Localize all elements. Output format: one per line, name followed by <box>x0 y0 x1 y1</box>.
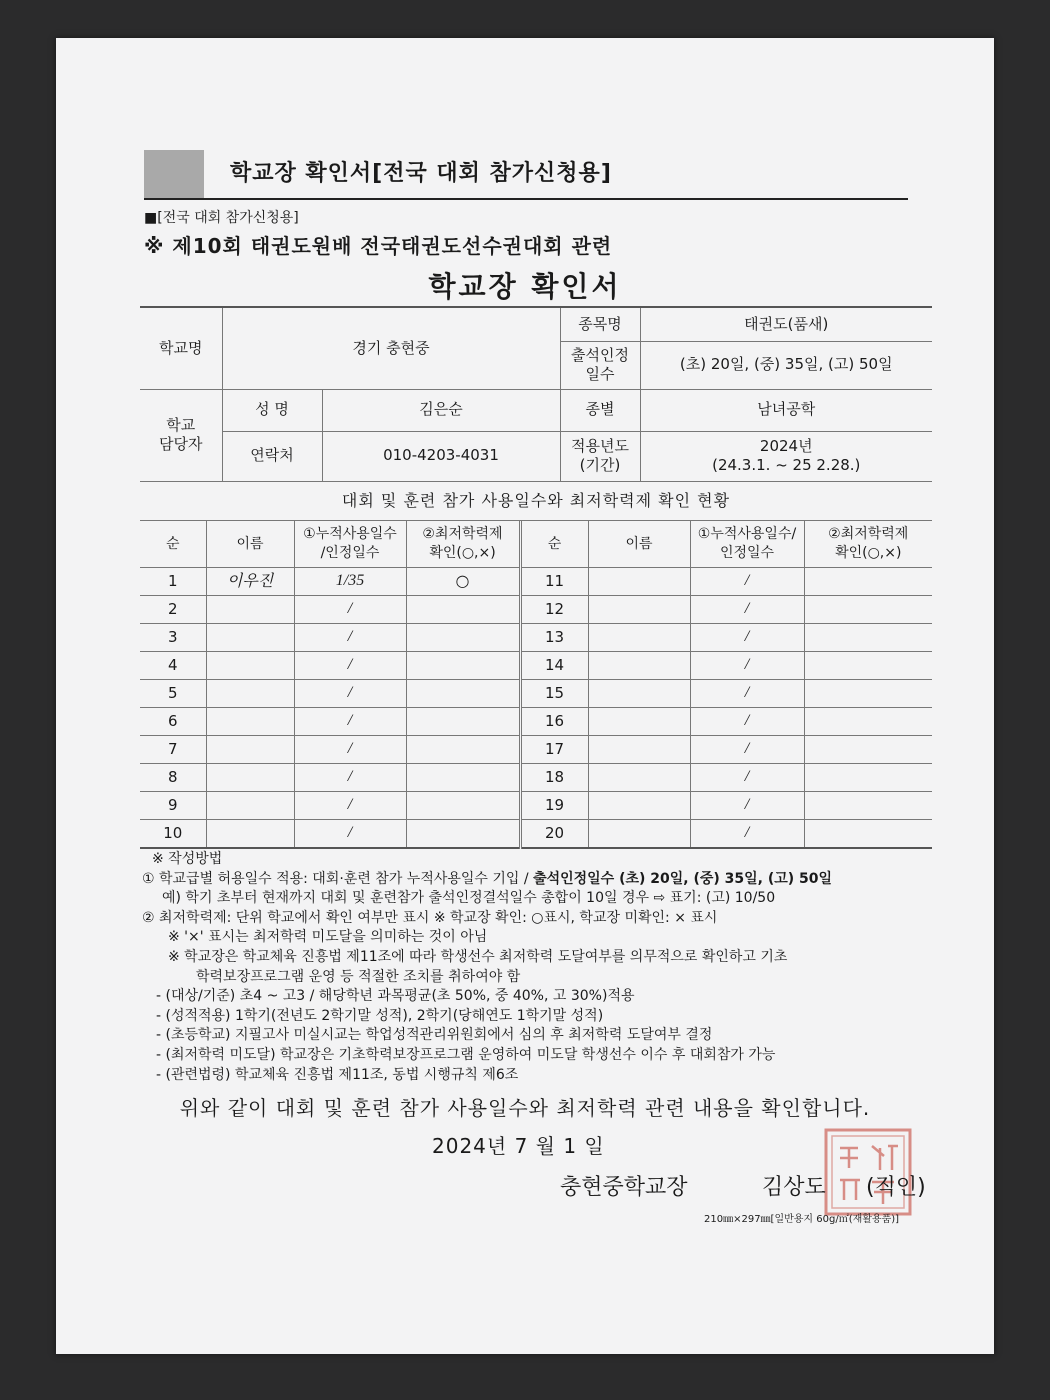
name-label: 성 명 <box>222 389 322 431</box>
row-name <box>206 624 294 652</box>
gender-label: 종별 <box>560 389 640 431</box>
table-row <box>140 792 932 820</box>
row-check <box>406 708 520 736</box>
header-rule <box>144 198 908 200</box>
roster-table <box>140 520 932 849</box>
row-name <box>588 652 690 680</box>
row-days: / <box>690 792 804 820</box>
table-row <box>140 708 932 736</box>
document-title: 학교장 확인서 <box>428 270 622 303</box>
detail-3: - (초등학교) 지필고사 미실시교는 학업성적관리위원회에서 심의 후 최저학력 도달여부 결정 <box>156 1027 713 1044</box>
note-1 <box>142 870 942 890</box>
header-no-right: 순 <box>520 521 588 568</box>
row-no: 15 <box>520 680 588 708</box>
row-no: 13 <box>520 624 588 652</box>
row-no: 9 <box>140 792 206 820</box>
row-name <box>206 736 294 764</box>
row-check <box>406 736 520 764</box>
issue-date: 2024년 7 월 1 일 <box>432 1134 605 1158</box>
row-days: / <box>690 680 804 708</box>
row-check <box>804 568 932 596</box>
sport-value: 태권도(품새) <box>640 307 932 341</box>
row-name <box>588 568 690 596</box>
header-check: ②최저학력제 확인(○,×) <box>406 521 520 568</box>
table-row <box>140 596 932 624</box>
row-check <box>804 624 932 652</box>
table-row <box>140 652 932 680</box>
row-check <box>804 792 932 820</box>
header-name: 이름 <box>206 521 294 568</box>
row-name <box>206 652 294 680</box>
row-days: / <box>690 820 804 849</box>
row-name: 이우진 <box>206 568 294 596</box>
school-principal-title: 충현중학교장 <box>560 1175 688 1200</box>
table-row <box>140 568 932 596</box>
gender-value: 남녀공학 <box>640 389 932 431</box>
row-days: / <box>690 624 804 652</box>
row-check <box>406 624 520 652</box>
note-2b-cont: 학력보장프로그램 운영 등 적절한 조치를 취하여야 함 <box>196 968 521 985</box>
row-no: 2 <box>140 596 206 624</box>
row-days: / <box>690 708 804 736</box>
contact-value: 010-4203-4031 <box>322 431 560 481</box>
document-page <box>56 38 994 1354</box>
attendance-value: (초) 20일, (중) 35일, (고) 50일 <box>640 341 932 389</box>
row-days: / <box>294 708 406 736</box>
detail-4: - (최저학력 미도달) 학교장은 기초학력보장프로그램 운영하여 미도달 학생선수 이수 후 대회참가 가능 <box>156 1046 776 1063</box>
header-gray-box <box>144 150 204 198</box>
row-days: / <box>294 792 406 820</box>
row-name <box>206 764 294 792</box>
header-check-right: ②최저학력제 확인(○,×) <box>804 521 932 568</box>
detail-2: - (성적적용) 1학기(전년도 2학기말 성적), 2학기(당해연도 1학기말 성적) <box>156 1007 604 1024</box>
row-check <box>804 820 932 849</box>
row-no: 18 <box>520 764 588 792</box>
row-no: 8 <box>140 764 206 792</box>
form-subtag: ■[전국 대회 참가신청용] <box>144 210 299 226</box>
table-row <box>140 820 932 849</box>
school-label: 학교명 <box>140 307 222 389</box>
note-2b: ※ 학교장은 학교체육 진흥법 제11조에 따라 학생선수 최저학력 도달여부를 의무적으로 확인하고 기초 <box>168 948 788 965</box>
row-days: / <box>294 596 406 624</box>
row-no: 16 <box>520 708 588 736</box>
notes-heading: ※ 작성방법 <box>152 851 223 867</box>
detail-5: - (관련법령) 학교체육 진흥법 제11조, 동법 시행규칙 제6조 <box>156 1066 519 1083</box>
row-days: / <box>294 736 406 764</box>
row-no: 19 <box>520 792 588 820</box>
header-days-right: ①누적사용일수/ 인정일수 <box>690 521 804 568</box>
header-name-right: 이름 <box>588 521 690 568</box>
row-name <box>588 792 690 820</box>
row-check <box>804 708 932 736</box>
contact-label: 연락처 <box>222 431 322 481</box>
row-days: / <box>690 764 804 792</box>
row-name <box>588 820 690 849</box>
row-check <box>406 680 520 708</box>
row-check <box>804 680 932 708</box>
row-days: / <box>690 652 804 680</box>
row-name <box>588 764 690 792</box>
row-name <box>588 708 690 736</box>
row-check <box>406 764 520 792</box>
row-days: / <box>690 568 804 596</box>
table-row <box>140 764 932 792</box>
row-days: / <box>294 764 406 792</box>
row-no: 4 <box>140 652 206 680</box>
row-name <box>588 596 690 624</box>
row-name <box>206 708 294 736</box>
row-no: 11 <box>520 568 588 596</box>
roster-header-row <box>140 521 932 568</box>
row-no: 6 <box>140 708 206 736</box>
row-no: 7 <box>140 736 206 764</box>
row-check <box>406 596 520 624</box>
year-value: 2024년 (24.3.1. ~ 25 2.28.) <box>640 431 932 481</box>
row-name <box>588 624 690 652</box>
row-days: / <box>690 596 804 624</box>
row-check: ○ <box>406 568 520 596</box>
row-days: 1/35 <box>294 568 406 596</box>
note-2a: ※ '×' 표시는 최저학력 미도달을 의미하는 것이 아님 <box>168 929 488 946</box>
row-no: 3 <box>140 624 206 652</box>
name-value: 김은순 <box>322 389 560 431</box>
instructions <box>142 850 942 1085</box>
row-name <box>206 792 294 820</box>
table-row <box>140 624 932 652</box>
row-days: / <box>294 820 406 849</box>
roster-caption: 대회 및 훈련 참가 사용일수와 최저학력제 확인 현황 <box>140 482 932 521</box>
form-header-title: 학교장 확인서[전국 대회 참가신청용] <box>230 161 612 186</box>
sport-label: 종목명 <box>560 307 640 341</box>
note-1-bold: 출석인정일수 (초) 20일, (중) 35일, (고) 50일 <box>533 870 833 887</box>
attendance-label: 출석인정 일수 <box>560 341 640 389</box>
row-check <box>804 652 932 680</box>
row-no: 17 <box>520 736 588 764</box>
row-check <box>406 820 520 849</box>
paper-spec: 210㎜×297㎜[일반용지 60g/㎡(재활용품)] <box>704 1214 900 1225</box>
event-title: ※ 제10회 태권도원배 전국태권도선수권대회 관련 <box>144 234 613 258</box>
row-no: 10 <box>140 820 206 849</box>
row-name <box>206 680 294 708</box>
row-no: 14 <box>520 652 588 680</box>
row-no: 1 <box>140 568 206 596</box>
year-label: 적용년도 (기간) <box>560 431 640 481</box>
row-no: 12 <box>520 596 588 624</box>
row-name <box>206 596 294 624</box>
row-no: 20 <box>520 820 588 849</box>
detail-1: - (대상/기준) 초4 ~ 고3 / 해당학년 과목평균(초 50%, 중 40%, 고 30%)적용 <box>156 988 635 1005</box>
row-check <box>804 764 932 792</box>
confirmation-statement: 위와 같이 대회 및 훈련 참가 사용일수와 최저학력 관련 내용을 확인합니다. <box>179 1096 871 1120</box>
note-1-text: ① 학교급별 허용일수 적용: 대회·훈련 참가 누적사용일수 기입 / <box>142 870 534 887</box>
info-table <box>140 306 932 482</box>
row-check <box>804 596 932 624</box>
seal-label: (직인) <box>866 1175 926 1200</box>
row-days: / <box>294 624 406 652</box>
manager-label: 학교 담당자 <box>140 389 222 481</box>
table-row <box>140 736 932 764</box>
note-1-example: 예) 학기 초부터 현재까지 대회 및 훈련참가 출석인정결석일수 총합이 10일 경우 ⇨ 표기: (고) 10/50 <box>162 890 776 907</box>
principal-name: 김상도 <box>762 1175 826 1200</box>
header-days: ①누적사용일수 /인정일수 <box>294 521 406 568</box>
note-2: ② 최저학력제: 단위 학교에서 확인 여부만 표시 ※ 학교장 확인: ○표시, 학교장 미확인: × 표시 <box>142 909 718 926</box>
row-name <box>588 736 690 764</box>
row-check <box>406 652 520 680</box>
row-days: / <box>294 680 406 708</box>
row-days: / <box>294 652 406 680</box>
row-name <box>206 820 294 849</box>
row-days: / <box>690 736 804 764</box>
row-check <box>406 792 520 820</box>
row-no: 5 <box>140 680 206 708</box>
row-name <box>588 680 690 708</box>
row-check <box>804 736 932 764</box>
school-value: 경기 충현중 <box>222 307 560 389</box>
table-row <box>140 680 932 708</box>
header-no: 순 <box>140 521 206 568</box>
